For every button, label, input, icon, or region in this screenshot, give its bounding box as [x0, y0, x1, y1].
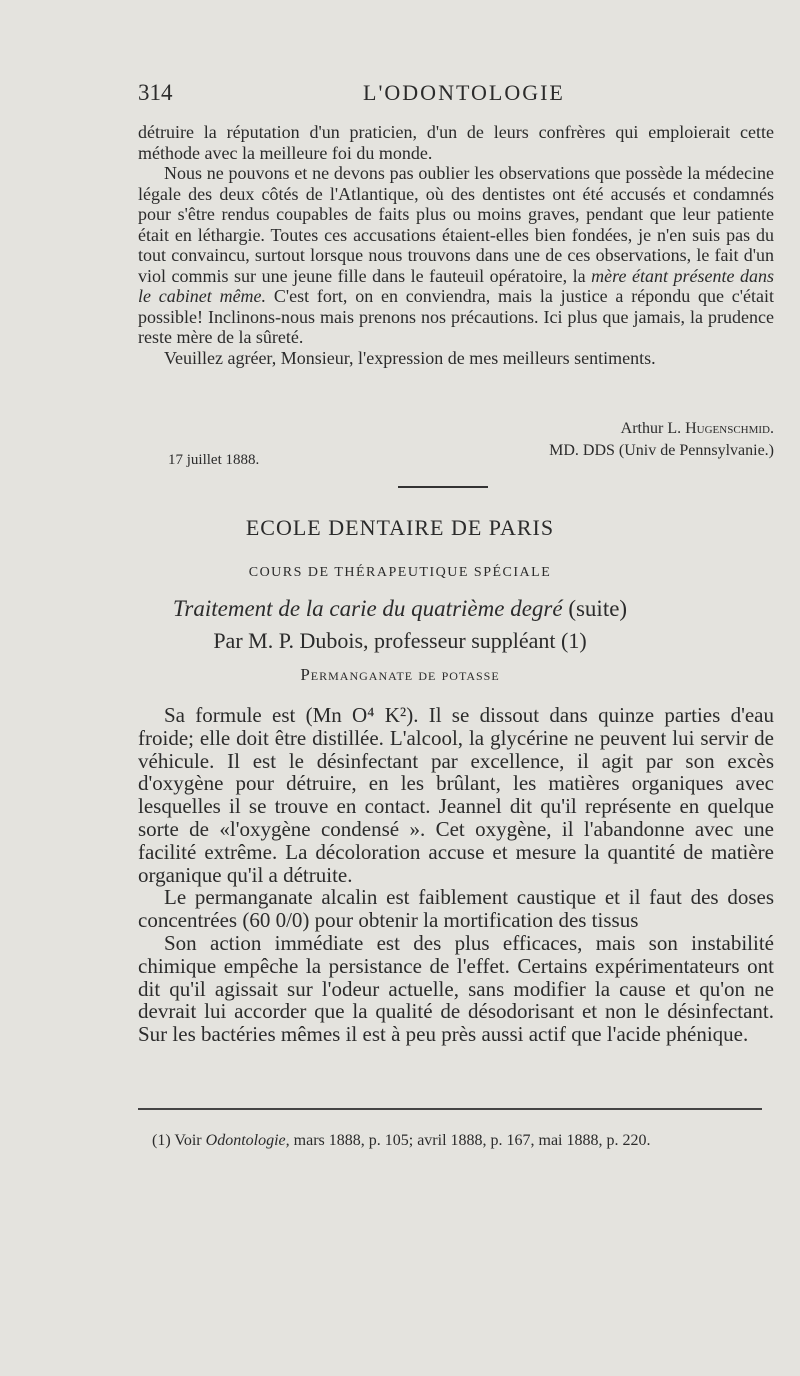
footnote-text: mars 1888, p. 105; avril 1888, p. 167, mai 1888, p. 220.	[289, 1132, 651, 1149]
section-divider	[398, 486, 488, 488]
article-paragraph: Sa formule est (Mn O⁴ K²). Il se dissout dans quinze parties d'eau froide; elle doit être distillée. L'alcool, la glycérine ne peuvent lui servir de véhicule. Il est le désinfectant par excellence, il agit par son excès d'oxygène pour détruire, en les brûlant, les matières organiques avec lesquelles il se trouve en contact. Jeannel dit qu'il représente en quelque sorte de «l'oxygène condensé ». Cet oxygène, il l'abandonne avec une facilité extrême. La décoloration accuse et mesure la quantité de matière organique qu'il a détruite.	[138, 703, 774, 887]
footnote-marker: (1) Voir	[152, 1132, 206, 1149]
signature-last-name: Hugenschmid.	[685, 420, 774, 437]
article-paragraph: Son action immédiate est des plus efficaces, mais son instabilité chimique empêche la persistance de l'effet. Certains expérimentateurs ont dit qu'il agissait sur l'odeur actuelle, sans modifier la cause et qu'on ne devrait lui accorder que la qualité de désodorisant et non le désinfectant. Sur les bactéries mêmes il est à peu près aussi actif que l'acide phénique.	[138, 930, 774, 1047]
letter-date: 17 juillet 1888.	[168, 452, 260, 468]
signature-credentials: MD. DDS (Univ de Pennsylvanie.)	[549, 442, 774, 459]
article-title-italic: Traitement de la carie du quatrième degré	[172, 596, 563, 621]
footnote-rule	[138, 1108, 762, 1110]
letter-italic-phrase: mère étant présente dans le cabinet même.	[138, 265, 774, 306]
letter-text-run: Nous ne pouvons et ne devons pas oublier les observations que possède la médecine légale des deux côtés de l'Atlantique, où des dentistes ont été accusés et condamnés pour s'être rendus coupables de faits plus ou moins graves, pendant que leur patiente était en léthargie. Toutes ces accusations étaient-elles bien fondées, je n'en suis pas du tout convaincu, surtout lorsque nous trouvons dans une de ces observations, le fait d'un viol commis sur une jeune fille dans le fauteuil opératoire, la	[138, 163, 774, 286]
footnote-journal: Odontologie,	[205, 1132, 290, 1149]
letter-closing: Veuillez agréer, Monsieur, l'expression de mes meilleurs sentiments.	[164, 347, 656, 368]
article-text	[138, 704, 774, 1046]
course-heading: COURS DE THÉRAPEUTIQUE SPÉCIALE	[248, 565, 552, 580]
running-head: L'ODONTOLOGIE	[363, 80, 565, 105]
page-header	[138, 80, 768, 116]
letter-text-run: C'est fort, on en conviendra, mais la justice a répondu que c'était possible! Inclinons-nous mais prenons nos précautions. Ici plus que jamais, la prudence reste mère de la sûreté.	[138, 286, 774, 347]
school-heading: ECOLE DENTAIRE DE PARIS	[245, 515, 555, 540]
article-title	[0, 596, 800, 622]
signature-first-name: Arthur L.	[620, 420, 686, 437]
footnote	[138, 1132, 770, 1150]
signature-name	[621, 420, 774, 438]
article-title-suffix: (suite)	[562, 596, 628, 621]
section-heading: Permanganate de potasse	[300, 665, 500, 684]
letter-paragraph: détruire la réputation d'un praticien, d'un de leurs confrères qui emploierait cette méthode avec la meilleure foi du monde.	[138, 122, 774, 163]
page-number: 314	[138, 80, 173, 105]
article-paragraph: Le permanganate alcalin est faiblement caustique et il faut des doses concentrées (60 0/0) pour obtenir la mortification des tissus	[138, 885, 774, 933]
article-author: Par M. P. Dubois, professeur suppléant (1)	[213, 628, 587, 653]
letter-text	[138, 122, 774, 368]
letter-paragraph	[138, 163, 774, 348]
